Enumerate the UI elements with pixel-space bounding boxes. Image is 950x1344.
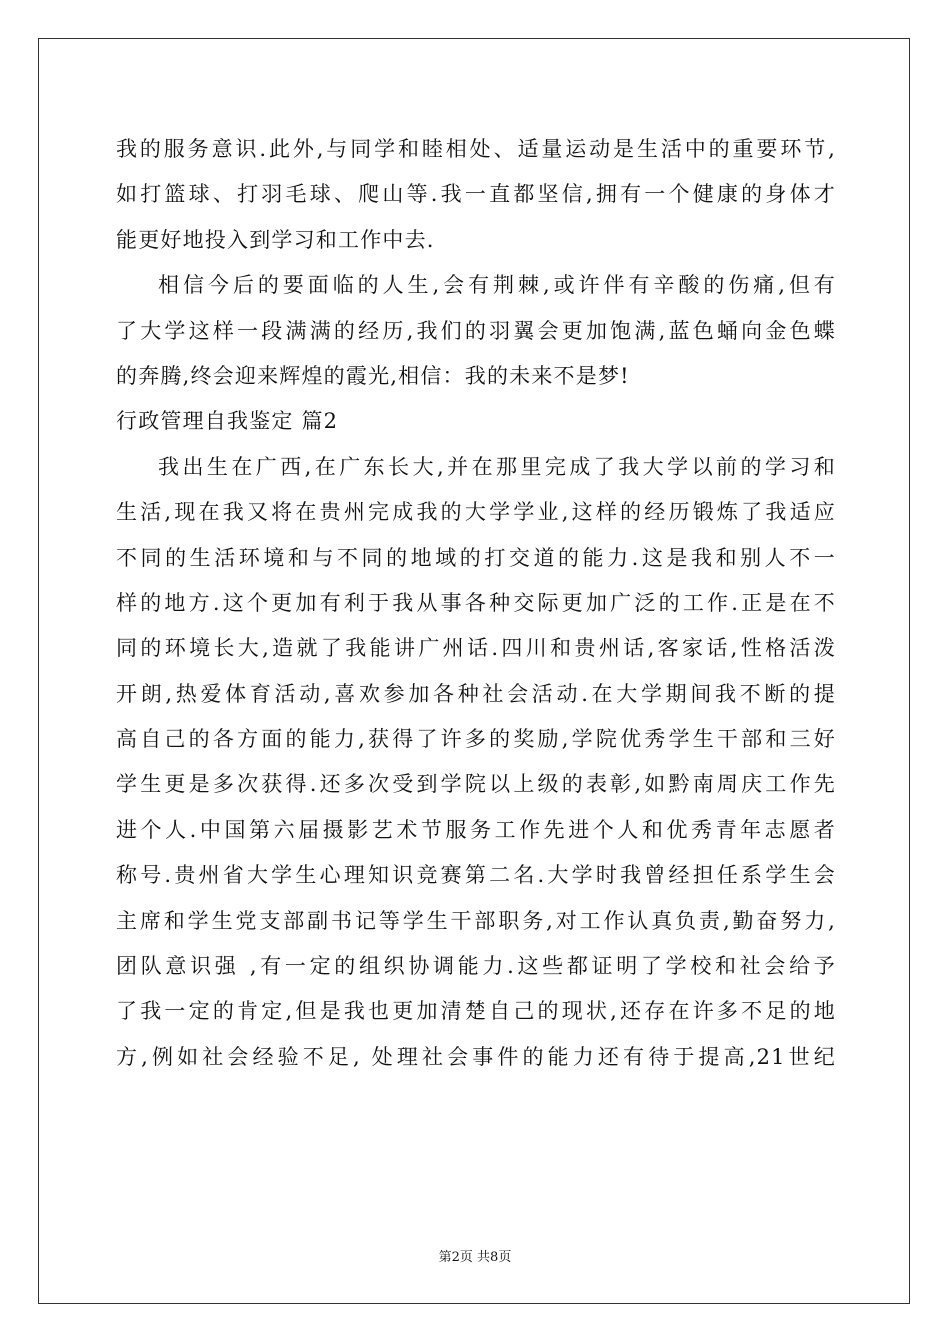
page-number-footer: 第2页 共8页 [438, 1250, 512, 1265]
text-line: 学生更是多次获得.还多次受到学院以上级的表彰,如黔南周庆工作先 [116, 772, 836, 797]
section-heading: 行政管理自我鉴定 篇2 [116, 409, 339, 434]
text-line: 我的服务意识.此外,与同学和睦相处、适量运动是生活中的重要环节, [116, 137, 836, 161]
text-line: 了大学这样一段满满的经历,我们的羽翼会更加饱满,蓝色蛹向金色蝶 [116, 318, 836, 343]
paragraph-3 [116, 445, 836, 1080]
text-line: 如打篮球、打羽毛球、爬山等.我一直都坚信,拥有一个健康的身体才 [116, 182, 836, 207]
text-line: 生活,现在我又将在贵州完成我的大学学业,这样的经历锻炼了我适应 [116, 500, 836, 525]
text-line: 的奔腾,终会迎来辉煌的霞光,相信：我的未来不是梦! [116, 363, 630, 388]
text-line: 团队意识强 ,有一定的组织协调能力.这些都证明了学校和社会给予 [116, 954, 836, 979]
text-line: 开朗,热爱体育活动,喜欢参加各种社会活动.在大学期间我不断的提 [116, 681, 836, 706]
paragraph-2 [116, 263, 836, 399]
text-line: 高自己的各方面的能力,获得了许多的奖励,学院优秀学生干部和三好 [116, 727, 836, 752]
text-line: 了我一定的肯定,但是我也更加清楚自己的现状,还存在许多不足的地 [116, 999, 836, 1024]
text-line: 方,例如社会经验不足, 处理社会事件的能力还有待于提高,21世纪 [116, 1044, 836, 1069]
text-line: 能更好地投入到学习和工作中去. [116, 227, 435, 252]
paragraph-1 [116, 127, 836, 263]
document-body [116, 127, 836, 1080]
text-line: 称号.贵州省大学生心理知识竞赛第二名.大学时我曾经担任系学生会 [116, 863, 836, 888]
text-line: 进个人.中国第六届摄影艺术节服务工作先进个人和优秀青年志愿者 [116, 817, 836, 842]
text-line: 我出生在广西,在广东长大,并在那里完成了我大学以前的学习和 [158, 454, 836, 479]
text-line: 主席和学生党支部副书记等学生干部职务,对工作认真负责,勤奋努力, [116, 908, 836, 933]
text-line: 同的环境长大,造就了我能讲广州话.四川和贵州话,客家话,性格活泼 [116, 636, 836, 661]
text-line: 样的地方.这个更加有利于我从事各种交际更加广泛的工作.正是在不 [116, 590, 836, 615]
text-line: 不同的生活环境和与不同的地域的打交道的能力.这是我和别人不一 [116, 545, 836, 570]
text-line: 相信今后的要面临的人生,会有荆棘,或许伴有辛酸的伤痛,但有 [158, 273, 836, 298]
